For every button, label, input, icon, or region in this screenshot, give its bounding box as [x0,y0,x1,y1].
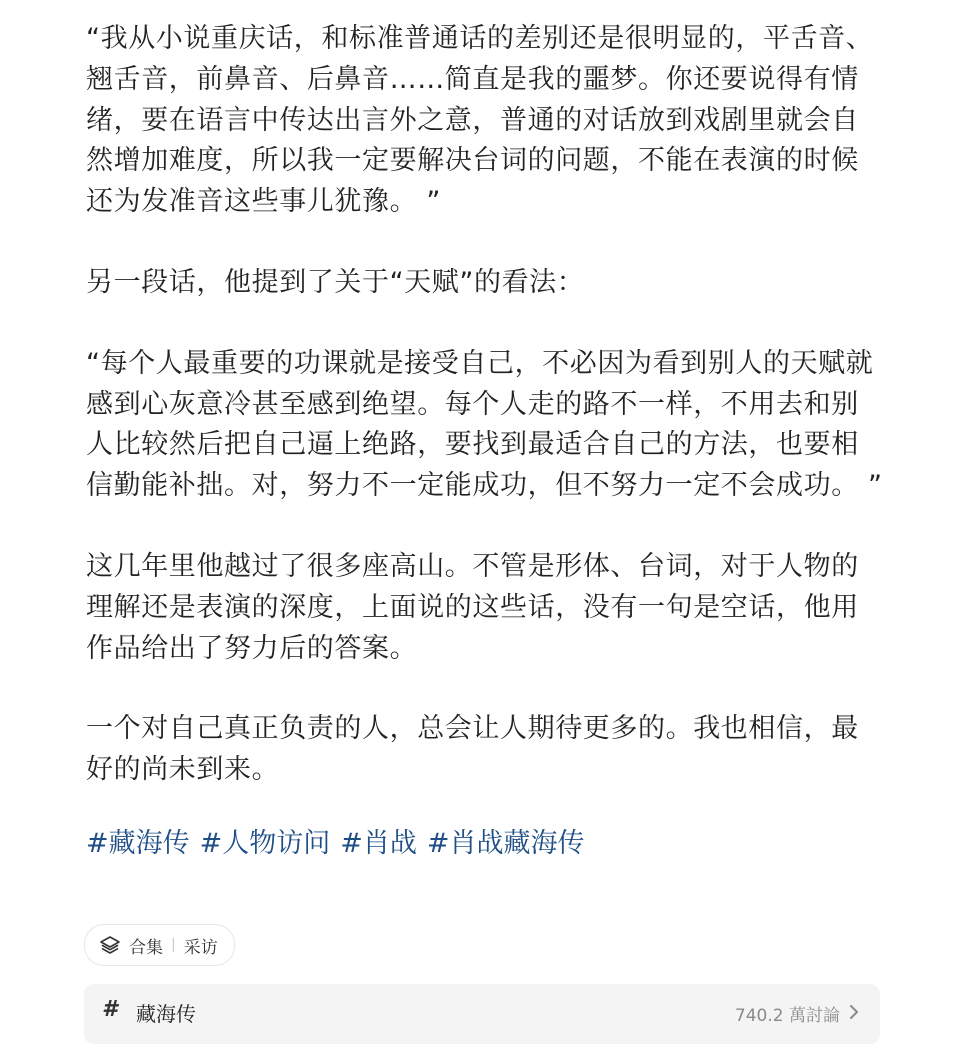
topic-discussion-count: 740.2 萬討論 [734,1006,840,1026]
layers-icon [99,934,121,956]
collection-separator: | [171,937,176,953]
paragraph-intro-talent: 另一段话，他提到了关于“天赋”的看法： [86,266,585,298]
collection-label: 合集 [129,937,163,958]
hashtag-list [86,825,886,863]
topic-name: 藏海传 [136,1002,196,1026]
hashtag-icon: # [102,997,118,1022]
paragraph-closing: 一个对自己真正负责的人，总会让人期待更多的。我也相信，最好的尚未到来。 [86,713,859,786]
topic-card[interactable] [84,984,880,1044]
chevron-right-icon [848,1003,860,1025]
hashtag-canghaizhuan[interactable]: #藏海传 [86,827,190,859]
paragraph-quote-1: “我从小说重庆话，和标准普通话的差别还是很明显的，平舌音、翘舌音，前鼻音、后鼻音……简直是我的噩梦。你还要说得有情绪，要在语言中传达出言外之意，普通的对话放到戏剧里就会自然增加难度，所以我一定要解决台词的问题，不能在表演的时候还为发准音这些事儿犹豫。 ” [86,23,874,218]
hashtag-xiaozhan-canghaizhuan[interactable]: #肖战藏海传 [426,827,585,859]
article-body [86,19,886,863]
collection-chip[interactable] [84,924,235,966]
paragraph-summary: 这几年里他越过了很多座高山。不管是形体、台词，对于人物的理解还是表演的深度，上面说的这些话，没有一句是空话，他用作品给出了努力后的答案。 [86,550,859,664]
hashtag-interview[interactable]: #人物访问 [199,827,331,859]
paragraph-quote-2: “每个人最重要的功课就是接受自己，不必因为看到别人的天赋就感到心灰意冷甚至感到绝望。每个人走的路不一样，不用去和别人比较然后把自己逼上绝路，要找到最适合自己的方法，也要相信勤能补拙。对，努力不一定能成功，但不努力一定不会成功。 ” [86,347,883,502]
hashtag-xiaozhan[interactable]: #肖战 [340,827,417,859]
collection-name: 采访 [183,937,218,958]
